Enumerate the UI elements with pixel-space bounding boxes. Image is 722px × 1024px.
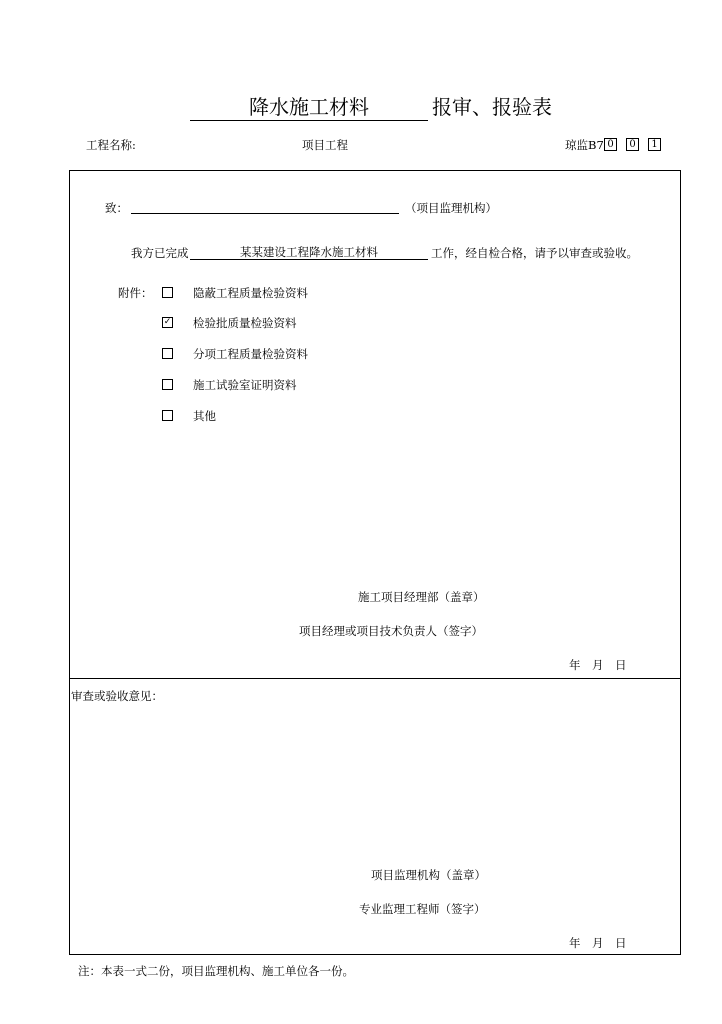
attachment-label-lab: 施工试验室证明资料	[193, 378, 297, 392]
completed-prefix: 我方已完成	[131, 246, 189, 260]
form-code-digit-2: 0	[626, 138, 639, 151]
to-recipient-line[interactable]	[131, 200, 399, 214]
engineer-sign-label: 专业监理工程师（签字）	[359, 902, 486, 916]
project-name-value: 项目工程	[302, 138, 348, 152]
attachment-label-other: 其他	[193, 409, 216, 423]
section2-date: 年 月 日	[569, 936, 627, 950]
attachments-label: 附件：	[118, 286, 153, 300]
org-seal-label: 项目监理机构（盖章）	[371, 868, 486, 882]
attachment-checkbox-subitem[interactable]	[162, 348, 173, 359]
opinion-area[interactable]	[71, 706, 679, 856]
completed-item: 某某建设工程降水施工材料	[190, 245, 428, 260]
form-code-digit-1: 0	[604, 138, 617, 151]
form-code-prefix: 琼监B7	[565, 138, 604, 152]
section1-date: 年 月 日	[569, 658, 627, 672]
attachment-label-concealed: 隐蔽工程质量检验资料	[193, 286, 308, 300]
attachment-checkbox-lab[interactable]	[162, 379, 173, 390]
attachment-checkbox-inspection-lot[interactable]: ✓	[163, 317, 172, 327]
attachment-checkbox-concealed[interactable]	[162, 287, 173, 298]
opinion-label: 审查或验收意见：	[71, 689, 163, 703]
to-suffix: （项目监理机构）	[405, 201, 497, 215]
attachment-label-inspection-lot: 检验批质量检验资料	[193, 316, 297, 330]
title-material-field: 降水施工材料	[190, 94, 428, 121]
form-title: 报审、报验表	[432, 95, 552, 119]
section-divider	[69, 678, 681, 679]
to-label: 致：	[105, 201, 128, 215]
attachment-checkbox-other[interactable]	[162, 410, 173, 421]
dept-seal-label: 施工项目经理部（盖章）	[358, 590, 485, 604]
attachment-label-subitem: 分项工程质量检验资料	[193, 347, 308, 361]
project-name-label: 工程名称:	[86, 138, 136, 152]
completed-suffix: 工作，经自检合格，请予以审查或验收。	[431, 246, 638, 260]
footer-note: 注：本表一式二份，项目监理机构、施工单位各一份。	[78, 964, 354, 978]
manager-sign-label: 项目经理或项目技术负责人（签字）	[299, 624, 483, 638]
form-code-digit-3: 1	[648, 138, 661, 151]
